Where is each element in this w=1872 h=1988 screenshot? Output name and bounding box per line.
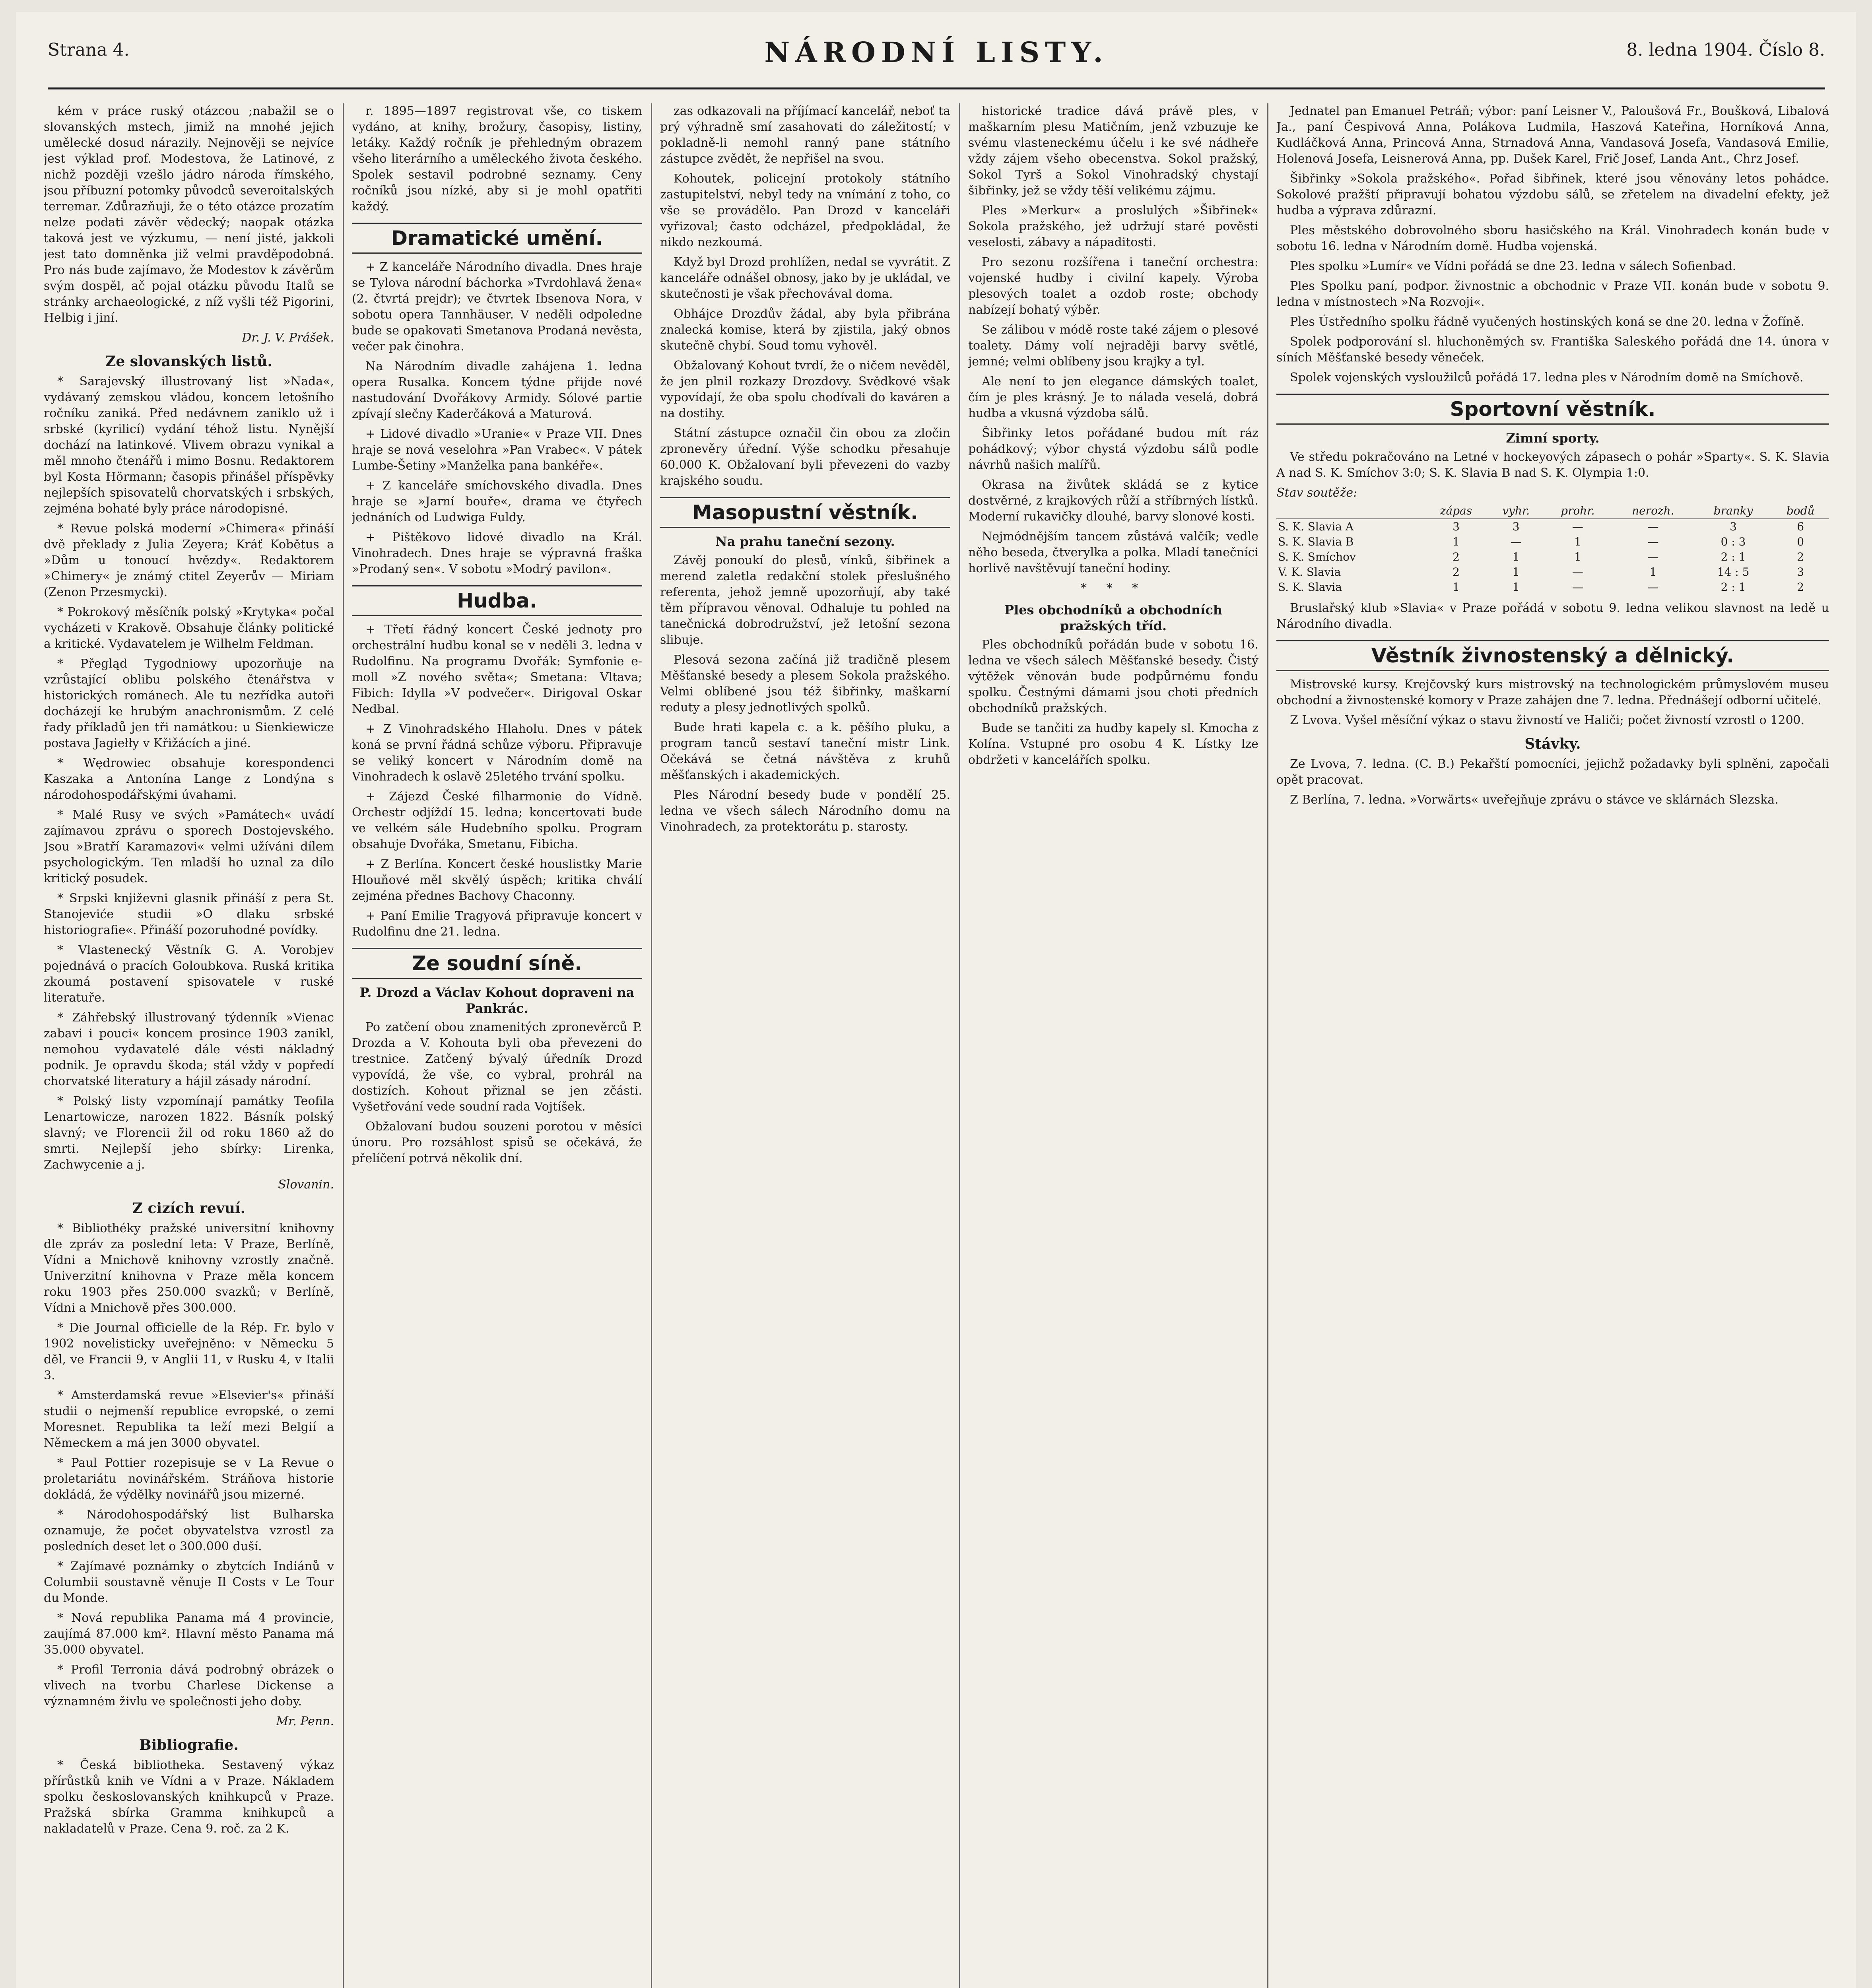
table-cell: S. K. Smíchov [1278, 550, 1356, 563]
table-cell: 3 [1453, 520, 1460, 533]
article-text: Kohoutek, policejní protokoly státního zastupitelství, nebyl tedy na vnímání z toho, co vše se provádělo. Pan Drozd v kanceláři vyřizoval; často odcházel, předpokládal, že nikdo nezkoumá. [660, 172, 950, 249]
article-text: Ples Národní besedy bude v pondělí 25. ledna ve všech sálech Národního domu na Vinohradech, za protektorátu p. starosty. [660, 788, 950, 834]
table-cell: — [1510, 535, 1522, 548]
newspaper-page [16, 12, 1856, 1988]
column-divider [343, 103, 344, 1988]
article-text: + Z kanceláře Národního divadla. Dnes hraje se Tylova národní báchorka »Tvrdohlavá žena« (2. čtvrtá prejdr); ve čtvrtek Ibsenova Nora, v sobotu opera Tannhäuser. V neděli odpoledne bude se opakovati Smetanova Prodaná nevěsta, večer pak činohra. [352, 260, 642, 353]
table-cell: — [1572, 565, 1583, 579]
table-row [1276, 519, 1829, 534]
table-cell: V. K. Slavia [1278, 565, 1341, 579]
article-text: kém v práce ruský otázcou ;nabažil se o slovanských mstech, jimiž na mnohé jejich umělecké dosud nárazily. Nejnověji se nejvíce jest výklad prof. Modestova, že Latinové, z nichž později vzešlo jádro národa římského, jsou příbuzní potomky původců severoitalských terremar. Zdůrazňuji, že o této otázce prozatím nelze podati závěr vědecký; naopak otázka taková jest ve výzkumu, — není jisté, jakkoli jest tato domněnka již velmi pravděpodobná. Pro nás bude zajímavo, že Modestov k závěrům svým dospěl, ač pojal otázku původu Italů se stránky archaeologické, z níž vyšli též Pigorini, Helbig i jiní. [44, 104, 334, 325]
article-text: Mistrovské kursy. Krejčovský kurs mistrovský na technologickém průmyslovém museu obchodní a živnostenské komory v Praze zahájen dne 7. ledna. Přednášejí odborní učitelé. [1276, 678, 1829, 707]
article-text: * Nová republika Panama má 4 provincie, zaujímá 87.000 km². Hlavní město Panama má 35.000 obyvatel. [44, 1611, 334, 1657]
column-3 [660, 103, 950, 1988]
table-cell: 2 : 1 [1721, 580, 1746, 594]
article-text: * Wędrowiec obsahuje korespondenci Kaszaka a Antonína Lange z Londýna s národohospodářskými úvahami. [44, 756, 334, 802]
article-text: Bruslařský klub »Slavia« v Praze pořádá v sobotu 9. ledna velikou slavnost na ledě u Národního divadla. [1276, 601, 1829, 631]
section-heading: Stávky. [1524, 736, 1581, 752]
article-text: Bude se tančiti za hudby kapely sl. Kmocha z Kolína. Vstupné pro osobu 4 K. Lístky lze obdržeti v kancelářích spolku. [968, 721, 1258, 767]
newspaper-title: NÁRODNÍ LISTY. [764, 36, 1109, 69]
table-header-cell: bodů [1772, 503, 1829, 519]
table-cell: 1 [1512, 550, 1520, 563]
column-divider [651, 103, 652, 1988]
article-text: * Pokrokový měsíčník polský »Krytyka« počal vycházeti v Krakově. Obsahuje články politické a kritické. Vydavatelem je Wilhelm Feldman. [44, 605, 334, 651]
article-text: r. 1895—1897 registrovat vše, co tiskem vydáno, at knihy, brožury, časopisy, listiny, letáky. Každý ročník je přehledným obrazem všeho literárního a uměleckého života českého. Spolek sestavil podrobné seznamy. Ceny ročníků jsou nízké, aby si je mohl opatřiti každý. [352, 104, 642, 214]
table-cell: 3 [1512, 520, 1520, 533]
author-signature: Mr. Penn. [276, 1714, 334, 1728]
table-cell: S. K. Slavia A [1278, 520, 1354, 533]
article-text: + Z Berlína. Koncert české houslistky Marie Hlouňové měl skvělý úspěch; kritika chválí zejména přednes Bachovy Chaconny. [352, 857, 642, 903]
table-cell: — [1647, 535, 1659, 548]
section-heading: Věstník živnostenský a dělnický. [1276, 640, 1829, 671]
table-cell: 3 [1797, 565, 1804, 579]
article-text: + Lidové divadlo »Uranie« v Praze VII. Dnes hraje se nová veselohra »Pan Vrabec«. V pátek Lumbe-Šetiny »Manželka pana bankéře«. [352, 427, 642, 473]
article-text: Z Berlína, 7. ledna. »Vorwärts« uveřejňuje zprávu o stávce ve sklárnách Slezska. [1290, 793, 1779, 807]
article-text: + Z kanceláře smíchovského divadla. Dnes hraje se »Jarní bouře«, drama ve čtyřech jednáních od Ludwiga Fuldy. [352, 479, 642, 524]
table-cell: 1 [1512, 565, 1520, 579]
article-text: Ples obchodníků pořádán bude v sobotu 16. ledna ve všech sálech Měšťanské besedy. Čistý výtěžek věnován bude podpůrnému fondu spolku. Čestnými dámami jsou choti předních obchodníků pražských. [968, 638, 1258, 715]
article-text: * Polský listy vzpomínají památky Teofila Lenartowicze, narozen 1822. Básník polský slavný; ve Florencii žil od roku 1860 až do smrti. Nejlepší jeho sbírky: Lirenka, Zachwycenie a j. [44, 1094, 334, 1172]
article-text: + Zájezd České filharmonie do Vídně. Orchestr odjíždí 15. ledna; koncertovati bude ve velkém sále Hudebního spolku. Program obsahuje Dvořáka, Smetanu, Fibicha. [352, 790, 642, 851]
table-row [1276, 534, 1829, 549]
table-cell: 1 [1512, 580, 1520, 594]
section-heading: Ze slovanských listů. [105, 353, 272, 370]
article-text: * Zajímavé poznámky o zbytcích Indiánů v Columbii soustavně věnuje Il Costs v Le Tour du Monde. [44, 1559, 334, 1605]
article-text: + Z Vinohradského Hlaholu. Dnes v pátek koná se první řádná schůze výboru. Připravuje se veliký koncert v Národním domě na Vinohradech k oslavě 25letého trvání spolku. [352, 722, 642, 784]
article-text: * Záhřebský illustrovaný týdenník »Vienac zabavi i pouci« koncem prosince 1903 zanikl, nemohou vydavatelé dále vésti nákladný podnik. Je opravdu škoda; stál vždy v popředí chorvatské literatury a hájil zásady národní. [44, 1011, 334, 1088]
article-text: Pro sezonu rozšířena i taneční orchestra: vojenské hudby i civilní kapely. Výroba plesových toalet a ozdob roste; obchody nabízejí bohatý výběr. [968, 255, 1258, 317]
table-cell: 3 [1730, 520, 1737, 533]
table-cell: 6 [1797, 520, 1804, 533]
article-text: * Malé Rusy ve svých »Památech« uvádí zajímavou zprávu o sporech Dostojevského. Jsou »Bratří Karamazovi« velmi užíváni dílem psychologickým. Ten mladší ho uznal za dílo kritický posudek. [44, 808, 334, 885]
table-cell: 0 : 3 [1721, 535, 1746, 548]
table-header-cell: zápas [1424, 503, 1488, 519]
article-text: Na Národním divadle zahájena 1. ledna opera Rusalka. Koncem týdne přijde nové nastudování Dvořákovy Armidy. Sólové partie zpívají slečny Kaderčáková a Maturová. [352, 359, 642, 421]
table-row [1276, 549, 1829, 565]
table-cell: — [1572, 520, 1583, 533]
table-cell: 1 [1453, 535, 1460, 548]
article-text: Šibřinky »Sokola pražského«. Pořad šibřinek, které jsou věnovány letos pohádce. Sokolové pražští připravují bohatou výzdobu sálů, se zřetelem na divadelní efekty, jež hudba a výprava zdůrazní. [1276, 172, 1829, 217]
article-text: * Sarajevský illustrovaný list »Nada«, vydávaný zemskou vládou, koncem letošního ročníku zaniká. Před nedávnem zaniklo už i srbské (kyrilicí) vydání téhož listu. Nynější dochází na latinkové. Vlivem obrazu vynikal a měl mnoho čtenářů i mimo Bosnu. Redaktorem byl Kosta Hörmann; časopis přinášel příspěvky nejlepších spisovatelů chorvatských i srbských, zejména bohaté byly práce národopisné. [44, 375, 334, 516]
article-text: Spolek podporování sl. hluchoněmých sv. Františka Saleského pořádá dne 14. února v síních Měšťanské besedy věneček. [1276, 335, 1829, 365]
table-row [1276, 565, 1829, 580]
article-text: Nejmódnějším tancem zůstává valčík; vedle něho beseda, čtverylka a polka. Mladí tanečníci horlivě navštěvují taneční hodiny. [968, 530, 1258, 575]
article-text: Ve středu pokračováno na Letné v hockeyových zápasech o pohár »Sparty«. S. K. Slavia A nad S. K. Smíchov 3:0; S. K. Slavia B nad S. K. Olympia 1:0. [1276, 450, 1829, 480]
section-heading: Masopustní věstník. [660, 497, 950, 528]
article-text: + Pištěkovo lidové divadlo na Král. Vinohradech. Dnes hraje se výpravná fraška »Prodaný sen«. V sobotu »Modrý pavilon«. [352, 530, 642, 576]
article-text: * Amsterdamská revue »Elsevier's« přináší studii o nejmenší republice evropské, o zemi Moresnet. Republika ta leží mezi Belgií a Německem a má jen 3000 obyvatel. [44, 1388, 334, 1450]
article-text: * Die Journal officielle de la Rép. Fr. bylo v 1902 novelisticky uveřejněno: v Německu 5 děl, ve Francii 9, v Anglii 11, v Rusku 4, v Italii 3. [44, 1321, 334, 1382]
table-cell: 1 [1574, 550, 1581, 563]
section-separator: * * * [1080, 581, 1146, 595]
column-5 [1276, 103, 1829, 1988]
table-header-cell [1276, 503, 1424, 519]
section-heading: Hudba. [352, 585, 642, 616]
column-1 [44, 103, 334, 1988]
article-text: Obžalovaní budou souzeni porotou v měsíci únoru. Pro rozsáhlost spisů se očekává, že přelíčení potrvá několik dní. [352, 1120, 642, 1165]
article-text: Po zatčení obou znamenitých zpronevěrců P. Drozda a V. Kohouta byli oba převezeni do trestnice. Zatčený bývalý úředník Drozd vypovídá, že vše, co vybral, prohrál na dostizích. Kohout přiznal se jen zčásti. Vyšetřování vede soudní rada Vojtíšek. [352, 1020, 642, 1114]
article-text: Okrasa na živůtek skládá se z kytice dostvěrné, z krajkových růží a stříbrných lístků. Moderní rukavičky dlouhé, barvy slonové kosti. [968, 478, 1258, 524]
table-header-cell: nerozh. [1612, 503, 1695, 519]
article-text: * Národohospodářský list Bulharska oznamuje, že počet obyvatelstva vzrostl za posledních deset let o 300.000 duší. [44, 1508, 334, 1553]
article-text: Obhájce Drozdův žádal, aby byla přibrána znalecká komise, která by zjistila, jaký obnos skutečně chybí. Soud tomu vyhověl. [660, 307, 950, 353]
section-heading: Bibliografie. [139, 1737, 239, 1753]
article-text: Ples Spolku paní, podpor. živnostnic a obchodnic v Praze VII. konán bude v sobotu 9. ledna v místnostech »Na Rozvoji«. [1276, 279, 1829, 309]
article-text: Závěj ponoukí do plesů, vínků, šibřinek a merend zaletla redakční stolek přeslušného referenta, jehož jemně upozorňují, aby také těm přípravou věnoval. Odhaluje tu pohled na tanečnická dobrodružství, jež letošní sezona slibuje. [660, 553, 950, 647]
article-headline: Ples obchodníků a obchodních pražských tříd. [1004, 602, 1223, 633]
article-text: Jednatel pan Emanuel Petráň; výbor: paní Leisner V., Paloušová Fr., Boušková, Libalová Ja., paní Čespivová Anna, Polákova Ludmila, Haszová Kateřina, Horníková Anna, Kudláčková Anna, Princová Anna, Strnadová Anna, Vandasová Josefa, Vandasová Emilie, Holenová Josefa, Leisnerová Anna, pp. Dušek Karel, Frič Josef, Landa Ant., Chrz Josef. [1276, 104, 1829, 166]
page-header [48, 28, 1825, 89]
column-4 [968, 103, 1258, 1988]
table-row [1276, 580, 1829, 595]
table-cell: S. K. Slavia [1278, 580, 1342, 594]
table-cell: — [1572, 580, 1583, 594]
table-cell: — [1647, 580, 1659, 594]
standings-table [1276, 503, 1829, 595]
table-cell: 2 [1453, 565, 1460, 579]
section-heading: Ze soudní síně. [352, 948, 642, 979]
table-cell: 2 [1797, 580, 1804, 594]
author-signature: Dr. J. V. Prášek. [242, 331, 334, 345]
column-divider [1267, 103, 1268, 1988]
article-text: Ze Lvova, 7. ledna. (C. B.) Pekařští pomocníci, jejichž požadavky byli splněni, započali opět pracovat. [1276, 757, 1829, 787]
article-text: Spolek vojenských vysloužilců pořádá 17. ledna ples v Národním domě na Smíchově. [1290, 371, 1804, 384]
table-cell: 2 : 1 [1721, 550, 1746, 563]
column-divider [959, 103, 960, 1988]
author-signature: Slovanin. [278, 1178, 334, 1192]
article-text: Ples městského dobrovolného sboru hasičského na Král. Vinohradech konán bude v sobotu 16. ledna v Národním domě. Hudba vojenská. [1276, 223, 1829, 253]
article-text: Z Lvova. Vyšel měsíční výkaz o stavu živností ve Haliči; počet živností vzrostl o 1200. [1290, 713, 1805, 727]
article-text: * Revue polská moderní »Chimera« přináší dvě překlady z Julia Zeyera; Kráť Kobětus a »Dům u tonoucí hvězdy«. Redaktorem »Chimery« je známý ctitel Zeyerův — Miriam (Zenon Przesmycki). [44, 522, 334, 599]
table-cell: — [1647, 550, 1659, 563]
article-text: zas odkazovali na příjímací kancelář, neboť ta prý výhradně smí zasahovati do záležitostí; v pokladně-li nemohl ranný pane státního zástupce zvědět, že nepřišel na svou. [660, 104, 950, 166]
article-headline: Na prahu taneční sezony. [715, 534, 895, 549]
article-text: + Paní Emilie Tragyová připravuje koncert v Rudolfinu dne 21. ledna. [352, 909, 642, 939]
article-text: * Vlastenecký Věstník G. A. Vorobjev pojednává o pracích Goloubkova. Ruská kritika zkoumá postavení spisovatele v ruské literatuře. [44, 943, 334, 1005]
article-text: * Profil Terronia dává podrobný obrázek o vlivech na tvorbu Charlese Dickense a významném živlu ve společnosti jeho doby. [44, 1663, 334, 1708]
table-header-row [1276, 503, 1829, 519]
article-text: Ples »Merkur« a proslulých »Šibřinek« Sokola pražského, jež udržují staré pověsti veselosti, zábavy a nápaditosti. [968, 204, 1258, 249]
table-cell: 1 [1649, 565, 1657, 579]
table-caption: Stav soutěže: [1276, 486, 1357, 500]
table-cell: 14 : 5 [1717, 565, 1750, 579]
article-text: Státní zástupce označil čin obou za zločin zpronevěry úřední. Výše schodku přesahuje 60.000 K. Obžalovaní byli převezeni do vazby krajského soudu. [660, 426, 950, 488]
article-text: Ples Ústředního spolku řádně vyučených hostinských koná se dne 20. ledna v Žofíně. [1290, 315, 1805, 329]
table-cell: 2 [1797, 550, 1804, 563]
article-text: Bude hrati kapela c. a k. pěšího pluku, a program tanců sestaví taneční mistr Link. Očekává se četná návštěva z kruhů měšťanských i akademických. [660, 720, 950, 782]
section-heading: Dramatické umění. [352, 223, 642, 254]
article-text: * Paul Pottier rozepisuje se v La Revue o proletariátu novinářském. Stráňova historie dokládá, že výdělky novinářů jsou mizerné. [44, 1456, 334, 1502]
table-cell: 2 [1453, 550, 1460, 563]
column-2 [352, 103, 642, 1988]
article-text: Ale není to jen elegance dámských toalet, čím je ples krásný. Je to nálada veselá, dobrá hudba a vkusná výzdoba sálů. [968, 375, 1258, 420]
section-heading: Sportovní věstník. [1276, 394, 1829, 425]
article-text: Se zálibou v módě roste také zájem o plesové toalety. Dámy volí nejraději barvy světlé, jemné; velmi oblíbeny jsou krajky a tyl. [968, 323, 1258, 369]
table-header-cell: prohr. [1544, 503, 1612, 519]
table-cell: 1 [1574, 535, 1581, 548]
article-text: * Srpski književni glasnik přináší z pera St. Stanojeviće studii »O dlaku srbské historiografie«. Přináší pozoruhodné povídky. [44, 891, 334, 937]
section-heading: Z cizích revuí. [132, 1200, 246, 1217]
table-header-cell: vyhr. [1488, 503, 1544, 519]
article-text: Obžalovaný Kohout tvrdí, že o ničem nevěděl, že jen plnil rozkazy Drozdovy. Svědkové však vypovídají, že oba spolu chodívali do kaváren a na dostihy. [660, 359, 950, 420]
page-number: Strana 4. [48, 40, 130, 60]
article-text: Plesová sezona začíná již tradičně plesem Měšťanské besedy a plesem Sokola pražského. Velmi oblíbené jsou též šibřinky, maškarní reduty a plesy jednotlivých spolků. [660, 653, 950, 714]
table-cell: 0 [1797, 535, 1804, 548]
article-text: historické tradice dává právě ples, v maškarním plesu Matičním, jenž vzbuzuje ke svému vlasteneckému účelu i ke své nádheře vždy zájem všeho obecenstva. Sokol pražský, Sokol Tyrš a Sokol Vinohradský chystají šibřinky, jež se vždy těší velikému zájmu. [968, 104, 1258, 198]
article-text: Šibřinky letos pořádané budou mít ráz pohádkový; výbor chystá výzdobu sálů podle návrhů našich malířů. [968, 426, 1258, 472]
article-text: * Česká bibliotheka. Sestavený výkaz přírůstků knih ve Vídni a v Praze. Nákladem spolku českoslovanských knihkupců v Praze. Pražská sbírka Gramma knihkupců a nakladatelů v Praze. Cena 9. roč. za 2 K. [44, 1758, 334, 1836]
table-header-cell: branky [1695, 503, 1772, 519]
article-text: Když byl Drozd prohlížen, nedal se vyvrátit. Z kanceláře odnášel obnosy, jako by je ukládal, ve skutečnosti je však přechovával doma. [660, 255, 950, 301]
columns [44, 103, 1829, 1988]
table-cell: 1 [1453, 580, 1460, 594]
article-text: Ples spolku »Lumír« ve Vídni pořádá se dne 23. ledna v sálech Sofienbad. [1290, 259, 1736, 273]
article-text: * Přegląd Tygodniowy upozorňuje na vzrůstající oblibu polského čtenářstva v historických románech. Ale tu nezřídka autoři docházejí ke hrubým anachronismům. Z celé řady příkladů jen tři namátkou: u Sienkiewicze postava Jagiełły v Křižácích a jiné. [44, 657, 334, 750]
article-text: * Bibliothéky pražské universitní knihovny dle zpráv za poslední leta: V Praze, Berlíně, Vídni a Mnichově knihovny vzrostly značně. Univerzitní knihovna v Praze měla koncem roku 1903 přes 250.000 svazků; v Berlíně, Vídni a Mnichově přes 300.000. [44, 1221, 334, 1315]
issue-date-number: 8. ledna 1904. Číslo 8. [1626, 40, 1825, 60]
table-cell: S. K. Slavia B [1278, 535, 1354, 548]
article-text: + Třetí řádný koncert České jednoty pro orchestrální hudbu konal se v neděli 3. ledna v Rudolfinu. Na programu Dvořák: Symfonie e-moll »Z nového světa«; Smetana: Vltava; Fibich: Idylla »V podvečer«. Dirigoval Oskar Nedbal. [352, 623, 642, 716]
table-cell: — [1647, 520, 1659, 533]
article-headline: Zimní sporty. [1506, 431, 1600, 446]
article-headline: P. Drozd a Václav Kohout dopraveni na Pankrác. [359, 985, 635, 1016]
